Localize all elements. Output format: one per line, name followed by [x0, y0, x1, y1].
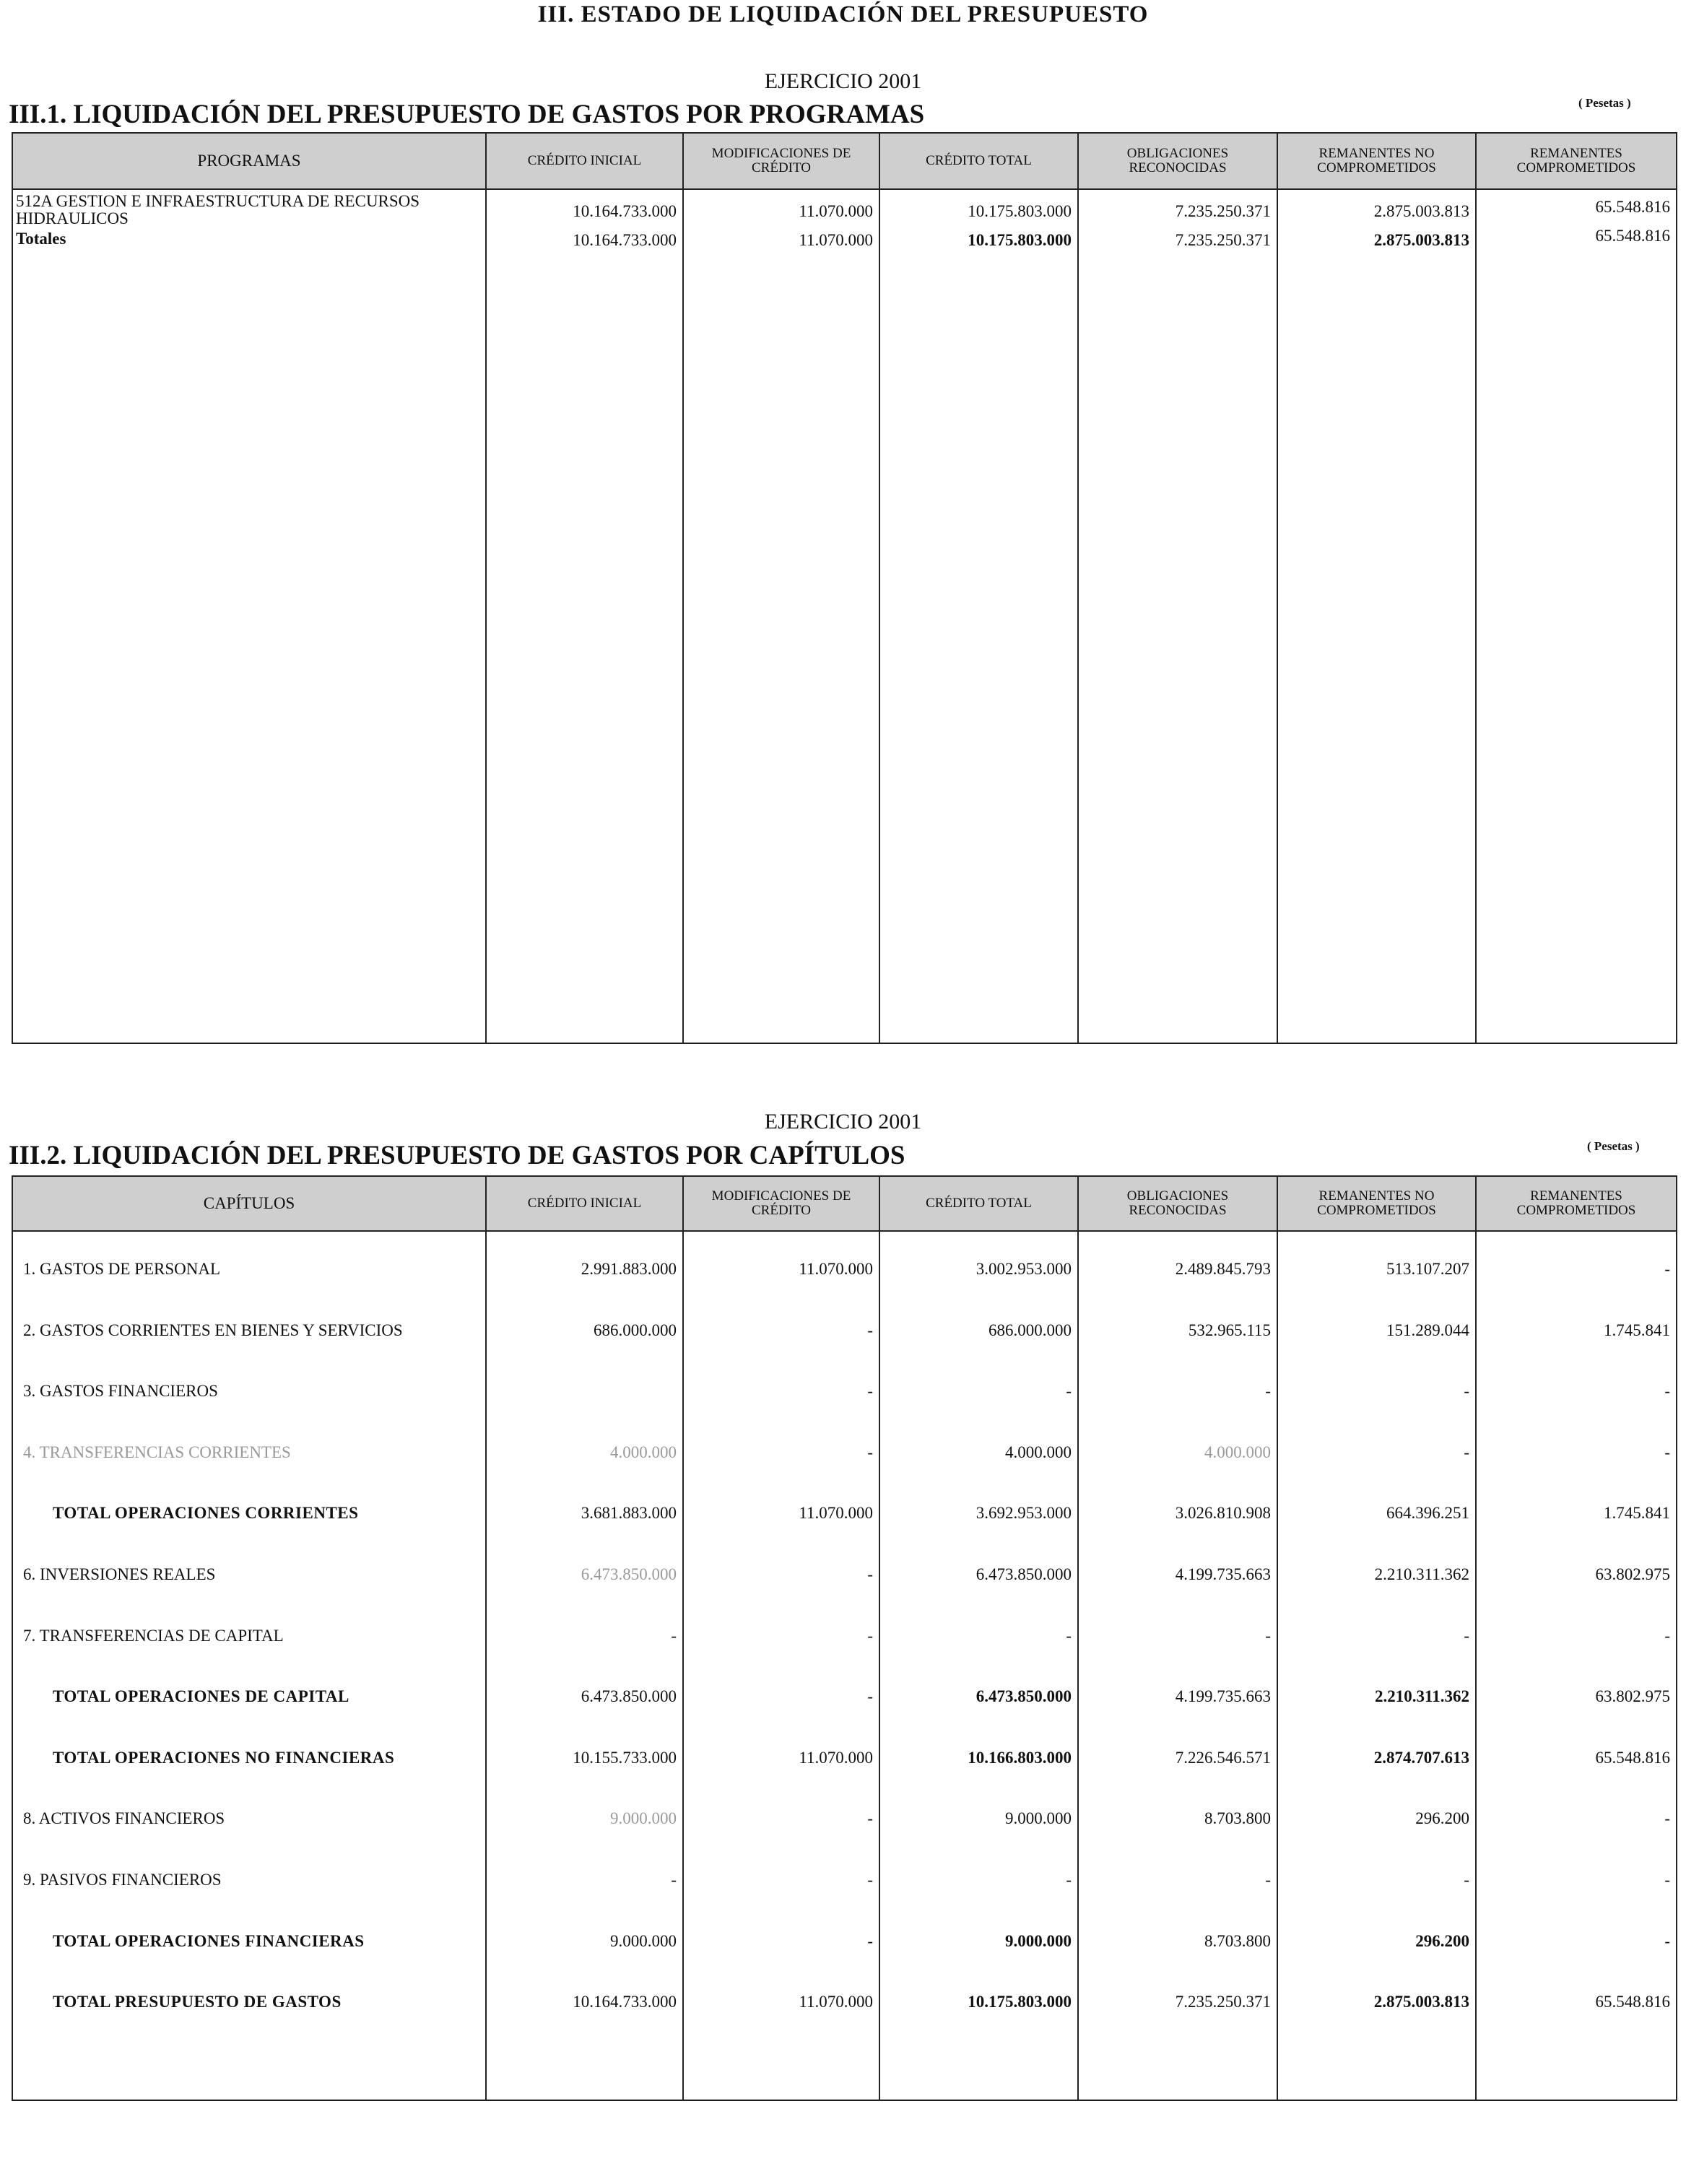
obligaciones-cell	[1078, 1231, 1277, 2100]
cell-value: 3.692.953.000	[975, 1504, 1072, 1523]
cell-value: -	[1066, 1382, 1072, 1401]
capitulos-table	[12, 1175, 1677, 2101]
program-value: 11.070.000	[799, 202, 873, 220]
remanentes-comprometidos-cell	[1476, 1231, 1677, 2100]
cell-value: 6.473.850.000	[581, 1687, 677, 1706]
row-label-total-no-financieras: TOTAL OPERACIONES NO FINANCIERAS	[53, 1748, 395, 1767]
col-header-obligaciones: OBLIGACIONES RECONOCIDAS	[1078, 133, 1277, 189]
table-body-row	[12, 189, 1677, 1043]
row-label-total-financieras: TOTAL OPERACIONES FINANCIERAS	[53, 1931, 365, 1950]
cell-value: 3.026.810.908	[1175, 1504, 1271, 1523]
cell-value: -	[1464, 1626, 1469, 1645]
credito-total-cell	[879, 1231, 1078, 2100]
programas-cell	[12, 189, 486, 1043]
cell-value: 1.745.841	[1604, 1321, 1670, 1339]
row-label-transferencias-capital: 7. TRANSFERENCIAS DE CAPITAL	[23, 1626, 284, 1645]
remanentes-no-comprometidos-cell	[1277, 189, 1476, 1043]
row-label-inversiones-reales: 6. INVERSIONES REALES	[23, 1565, 216, 1583]
cell-value: 4.000.000	[1204, 1443, 1271, 1461]
cell-value: 2.875.003.813	[1373, 1993, 1469, 2011]
col-header-credito-inicial: CRÉDITO INICIAL	[486, 1176, 683, 1231]
cell-value: 3.681.883.000	[581, 1504, 677, 1523]
cell-value: 7.235.250.371	[1175, 1993, 1271, 2011]
cell-value: 11.070.000	[799, 1504, 873, 1523]
cell-value: 6.473.850.000	[581, 1565, 677, 1583]
table-body-row	[12, 1231, 1677, 2100]
remanentes-no-comprometidos-cell	[1277, 1231, 1476, 2100]
cell-value: 686.000.000	[988, 1321, 1072, 1339]
cell-value: 63.802.975	[1595, 1565, 1670, 1583]
cell-value: -	[867, 1565, 873, 1583]
cell-value: -	[867, 1687, 873, 1706]
col-header-modificaciones: MODIFICACIONES DE CRÉDITO	[683, 133, 879, 189]
cell-value: -	[867, 1870, 873, 1889]
cell-value: -	[1265, 1626, 1271, 1645]
table-header-row	[12, 1176, 1677, 1231]
totales-label: Totales	[16, 230, 66, 248]
cell-value: 2.991.883.000	[581, 1260, 677, 1278]
cell-value: -	[671, 1870, 677, 1889]
total-value: 11.070.000	[799, 231, 873, 249]
cell-value: 6.473.850.000	[975, 1565, 1072, 1583]
units-label-1: ( Pesetas )	[1578, 96, 1631, 110]
cell-value: -	[867, 1626, 873, 1645]
col-header-credito-inicial: CRÉDITO INICIAL	[486, 133, 683, 189]
cell-value: 65.548.816	[1595, 1748, 1670, 1767]
cell-value: 4.199.735.663	[1175, 1565, 1271, 1583]
col-header-remanentes-comprometidos: REMANENTES COMPROMETIDOS	[1476, 133, 1677, 189]
units-label-2: ( Pesetas )	[1587, 1139, 1640, 1153]
cell-value: 7.226.546.571	[1175, 1748, 1271, 1767]
cell-value: -	[1664, 1382, 1670, 1401]
col-header-modificaciones: MODIFICACIONES DE CRÉDITO	[683, 1176, 879, 1231]
cell-value: 1.745.841	[1604, 1504, 1670, 1523]
capitulos-cell	[12, 1231, 486, 2100]
cell-value: -	[1464, 1382, 1469, 1401]
cell-value: 296.200	[1415, 1809, 1469, 1828]
cell-value: 4.000.000	[610, 1443, 677, 1461]
cell-value: -	[867, 1931, 873, 1950]
cell-value: -	[867, 1321, 873, 1339]
col-header-credito-total: CRÉDITO TOTAL	[879, 1176, 1078, 1231]
program-value: 65.548.816	[1595, 198, 1670, 216]
cell-value: 296.200	[1415, 1931, 1469, 1950]
program-value: 10.164.733.000	[573, 202, 677, 220]
cell-value: -	[867, 1809, 873, 1828]
page-title: III. ESTADO DE LIQUIDACIÓN DEL PRESUPUESTO	[537, 1, 1149, 27]
cell-value: -	[1464, 1443, 1469, 1461]
cell-value: -	[1265, 1870, 1271, 1889]
total-value: 10.164.733.000	[573, 231, 677, 249]
credito-total-cell	[879, 189, 1078, 1043]
total-value: 2.875.003.813	[1373, 231, 1469, 249]
cell-value: 8.703.800	[1204, 1931, 1271, 1950]
row-label-gastos-personal: 1. GASTOS DE PERSONAL	[23, 1260, 221, 1278]
cell-value: 11.070.000	[799, 1260, 873, 1278]
row-label-total-presupuesto: TOTAL PRESUPUESTO DE GASTOS	[53, 1993, 342, 2011]
cell-value: -	[1664, 1870, 1670, 1889]
total-value: 65.548.816	[1595, 227, 1670, 245]
cell-value: 10.155.733.000	[573, 1748, 677, 1767]
row-label-pasivos-financieros: 9. PASIVOS FINANCIEROS	[23, 1870, 222, 1889]
cell-value: 65.548.816	[1595, 1993, 1670, 2011]
modificaciones-cell	[683, 189, 879, 1043]
row-label-gastos-corrientes: 2. GASTOS CORRIENTES EN BIENES Y SERVICIOS	[23, 1321, 403, 1339]
cell-value: 11.070.000	[799, 1748, 873, 1767]
col-header-obligaciones: OBLIGACIONES RECONOCIDAS	[1078, 1176, 1277, 1231]
cell-value: -	[1464, 1870, 1469, 1889]
col-header-capitulos: CAPÍTULOS	[12, 1176, 486, 1231]
cell-value: 4.000.000	[1005, 1443, 1072, 1461]
cell-value: -	[1664, 1809, 1670, 1828]
section1-title: III.1. LIQUIDACIÓN DEL PRESUPUESTO DE GASTOS POR PROGRAMAS	[9, 100, 925, 129]
row-label-gastos-financieros: 3. GASTOS FINANCIEROS	[23, 1382, 218, 1401]
total-value: 7.235.250.371	[1175, 231, 1271, 249]
cell-value: 3.002.953.000	[975, 1260, 1072, 1278]
ejercicio-label-1: EJERCICIO 2001	[764, 69, 922, 93]
remanentes-comprometidos-cell	[1476, 189, 1677, 1043]
cell-value: 532.965.115	[1188, 1321, 1271, 1339]
cell-value: 151.289.044	[1386, 1321, 1469, 1339]
total-value: 10.175.803.000	[968, 231, 1072, 249]
obligaciones-cell	[1078, 189, 1277, 1043]
cell-value: 2.489.845.793	[1175, 1260, 1271, 1278]
cell-value: 10.164.733.000	[573, 1993, 677, 2011]
program-value: 2.875.003.813	[1373, 202, 1469, 220]
program-value: 7.235.250.371	[1175, 202, 1271, 220]
cell-value: -	[1664, 1443, 1670, 1461]
cell-value: -	[867, 1443, 873, 1461]
col-header-remanentes-no-comprometidos: REMANENTES NO COMPROMETIDOS	[1277, 133, 1476, 189]
col-header-programas: PROGRAMAS	[12, 133, 486, 189]
program-label: 512A GESTION E INFRAESTRUCTURA DE RECURSOS HIDRAULICOS	[16, 192, 420, 227]
cell-value: 2.874.707.613	[1373, 1748, 1469, 1767]
cell-value: 513.107.207	[1386, 1260, 1469, 1278]
row-label-activos-financieros: 8. ACTIVOS FINANCIEROS	[23, 1809, 225, 1828]
cell-value: -	[867, 1382, 873, 1401]
modificaciones-cell	[683, 1231, 879, 2100]
col-header-remanentes-comprometidos: REMANENTES COMPROMETIDOS	[1476, 1176, 1677, 1231]
cell-value: 9.000.000	[1005, 1809, 1072, 1828]
col-header-remanentes-no-comprometidos: REMANENTES NO COMPROMETIDOS	[1277, 1176, 1476, 1231]
cell-value: -	[1066, 1626, 1072, 1645]
credito-inicial-cell	[486, 189, 683, 1043]
credito-inicial-cell	[486, 1231, 683, 2100]
cell-value	[487, 1361, 682, 1422]
cell-value: -	[1664, 1260, 1670, 1278]
cell-value: 6.473.850.000	[975, 1687, 1072, 1706]
row-label-transferencias-corrientes: 4. TRANSFERENCIAS CORRIENTES	[23, 1443, 291, 1461]
ejercicio-label-2: EJERCICIO 2001	[764, 1110, 922, 1134]
cell-value: 9.000.000	[610, 1931, 677, 1950]
cell-value: 9.000.000	[610, 1809, 677, 1828]
cell-value: -	[1664, 1626, 1670, 1645]
cell-value: 686.000.000	[594, 1321, 677, 1339]
cell-value: 4.199.735.663	[1175, 1687, 1271, 1706]
cell-value: 8.703.800	[1204, 1809, 1271, 1828]
cell-value: 10.166.803.000	[968, 1748, 1072, 1767]
cell-value: 2.210.311.362	[1375, 1687, 1469, 1706]
cell-value: 664.396.251	[1386, 1504, 1469, 1523]
col-header-credito-total: CRÉDITO TOTAL	[879, 133, 1078, 189]
cell-value: -	[1066, 1870, 1072, 1889]
cell-value: -	[1265, 1382, 1271, 1401]
programas-table	[12, 132, 1677, 1044]
cell-value: -	[1664, 1931, 1670, 1950]
section2-title: III.2. LIQUIDACIÓN DEL PRESUPUESTO DE GASTOS POR CAPÍTULOS	[9, 1141, 905, 1170]
cell-value: -	[671, 1626, 677, 1645]
row-label-total-capital: TOTAL OPERACIONES DE CAPITAL	[53, 1687, 349, 1706]
program-value: 10.175.803.000	[968, 202, 1072, 220]
table-header-row	[12, 133, 1677, 189]
cell-value: 2.210.311.362	[1374, 1565, 1469, 1583]
cell-value: 63.802.975	[1595, 1687, 1670, 1706]
cell-value: 11.070.000	[799, 1993, 873, 2011]
cell-value: 9.000.000	[1005, 1931, 1072, 1950]
cell-value: 10.175.803.000	[968, 1993, 1072, 2011]
row-label-total-corrientes: TOTAL OPERACIONES CORRIENTES	[53, 1504, 359, 1523]
